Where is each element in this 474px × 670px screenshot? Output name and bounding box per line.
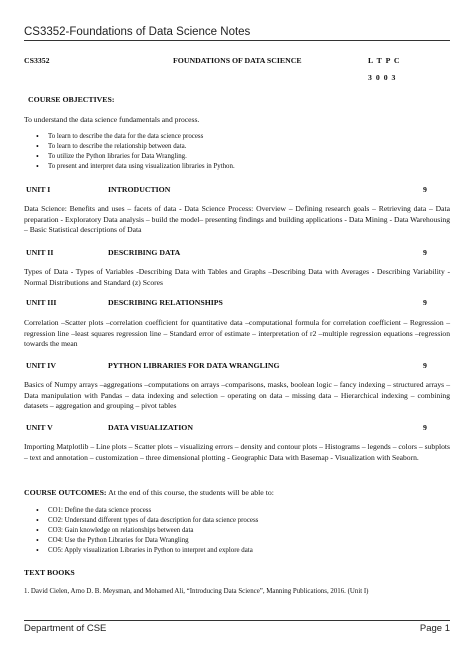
unit-hours: 9	[423, 248, 427, 257]
unit-2-heading	[24, 248, 450, 260]
unit-hours: 9	[423, 361, 427, 370]
outcomes-intro: At the end of this course, the students will be able to:	[108, 488, 274, 497]
textbook-entry: 1. David Cielen, Arno D. B. Meysman, and Mohamed Ali, “Introducing Data Science”, Manning Publications, 2016. (Unit I)	[24, 588, 369, 595]
unit-5-content: Importing Matplotlib – Line plots – Scatter plots – visualizing errors – density and contour plots – Histograms – legends – colors – subplots – text and annotation – customization – three dimensional plotting - Geographic Data with Basemap - Visualization with Seaborn.	[24, 442, 450, 462]
unit-title: DESCRIBING RELATIONSHIPS	[108, 298, 223, 307]
unit-number: UNIT II	[26, 248, 54, 257]
list-item: • To learn to describe the relationship between data.	[24, 142, 450, 152]
textbooks-heading: TEXT BOOKS	[24, 568, 75, 577]
unit-hours: 9	[423, 423, 427, 432]
course-credits: 3 0 0 3	[368, 73, 397, 82]
unit-2-content: Types of Data - Types of Variables -Describing Data with Tables and Graphs –Describing Data with Averages - Describing Variability - Normal Distributions and Standard (z) Scores	[24, 267, 450, 287]
footer-department: Department of CSE	[24, 623, 107, 634]
list-item: • CO5: Apply visualization Libraries in Python to interpret and explore data	[24, 546, 450, 556]
page-footer	[24, 620, 450, 634]
list-item: • To utilize the Python libraries for Data Wrangling.	[24, 152, 450, 162]
unit-number: UNIT V	[26, 423, 53, 432]
outcomes-list	[24, 506, 450, 556]
course-code: CS3352	[24, 56, 50, 65]
list-item: • To present and interpret data using visualization libraries in Python.	[24, 162, 450, 172]
list-item: • CO1: Define the data science process	[24, 506, 450, 516]
unit-3-heading	[24, 298, 450, 310]
unit-1-content: Data Science: Benefits and uses – facets of data - Data Science Process: Overview – Defining research goals – Retrieving data – Data preparation - Exploratory Data analysis – build the model– presenting findings and building applications - Data Mining - Data Warehousing – Basic Statistical descriptions of Data	[24, 204, 450, 235]
unit-title: PYTHON LIBRARIES FOR DATA WRANGLING	[108, 361, 280, 370]
list-item: • CO4: Use the Python Libraries for Data Wrangling	[24, 536, 450, 546]
unit-hours: 9	[423, 298, 427, 307]
unit-4-content: Basics of Numpy arrays –aggregations –computations on arrays –comparisons, masks, boolean logic – fancy indexing – structured arrays – Data manipulation with Pandas – data indexing and selection – operating on data – missing data – Hierarchical indexing – combining datasets – aggregation and grouping – pivot tables	[24, 380, 450, 411]
page-header: CS3352-Foundations of Data Science Notes	[24, 26, 450, 41]
unit-3-content: Correlation –Scatter plots –correlation coefficient for quantitative data –computational formula for correlation coefficient – Regression –regression line –least squares regression line – Standard error of estimate – interpretation of r2 –multiple regression equations –regression towards the mean	[24, 318, 450, 349]
page-number: Page 1	[419, 623, 450, 634]
unit-title: INTRODUCTION	[108, 185, 171, 194]
objectives-list	[24, 132, 450, 172]
unit-hours: 9	[423, 185, 427, 194]
list-item: • CO2: Understand different types of data description for data science process	[24, 516, 450, 526]
list-item: • To learn to describe the data for the data science process	[24, 132, 450, 142]
unit-4-heading	[24, 361, 450, 373]
unit-number: UNIT III	[26, 298, 57, 307]
objectives-intro: To understand the data science fundamentals and process.	[24, 115, 200, 124]
unit-title: DESCRIBING DATA	[108, 248, 181, 257]
objectives-heading: COURSE OBJECTIVES:	[28, 95, 115, 104]
course-header-row	[24, 56, 450, 82]
course-ltpc-label: L T P C	[368, 56, 401, 65]
unit-5-heading	[24, 423, 450, 435]
list-item: • CO3: Gain knowledge on relationships between data	[24, 526, 450, 536]
outcomes-heading: COURSE OUTCOMES:	[24, 488, 107, 497]
unit-number: UNIT I	[26, 185, 51, 194]
unit-number: UNIT IV	[26, 361, 56, 370]
unit-title: DATA VISUALIZATION	[108, 423, 193, 432]
outcomes-heading-line	[24, 488, 450, 498]
unit-1-heading	[24, 185, 450, 197]
course-title: FOUNDATIONS OF DATA SCIENCE	[173, 56, 302, 65]
